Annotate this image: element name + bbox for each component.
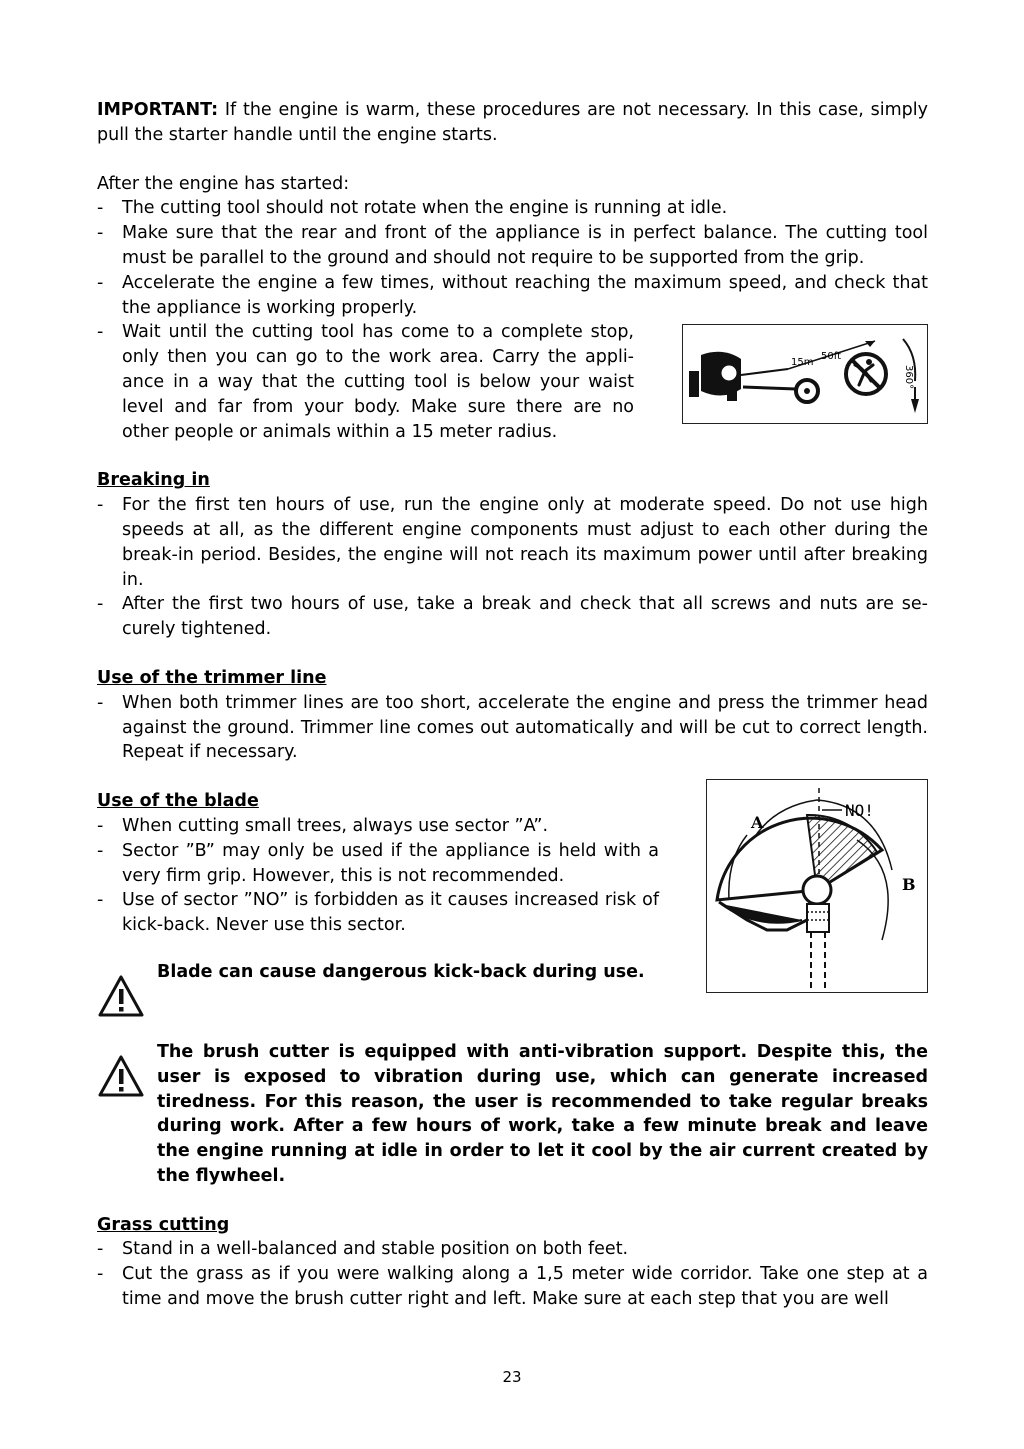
blade-heading: Use of the blade bbox=[97, 791, 259, 812]
list-item: - Use of sector ”NO” is forbidden as it causes increased risk of kick-back. Never use this sector. bbox=[97, 888, 659, 938]
important-text: If the engine is warm, these procedures are not necessary. In this case, simply pull the starter handle until the engine starts. bbox=[97, 100, 928, 145]
list-item: - After the first two hours of use, take a break and check that all screws and nuts are se-curely tightened. bbox=[97, 592, 928, 642]
list-item: - When cutting small trees, always use sector ”A”. bbox=[97, 814, 659, 839]
blade-sectors-figure bbox=[706, 779, 928, 993]
warning-triangle-icon bbox=[97, 974, 145, 1018]
blade-section bbox=[97, 789, 928, 1018]
after-start-intro: After the engine has started: bbox=[97, 173, 350, 194]
important-paragraph bbox=[97, 98, 928, 148]
angle-label: 360° bbox=[903, 365, 914, 390]
blade-sectors-illustration bbox=[707, 780, 926, 991]
warning-triangle-icon bbox=[97, 1054, 145, 1098]
list-item: - The cutting tool should not rotate when the engine is running at idle. bbox=[97, 196, 928, 221]
breaking-in-heading: Breaking in bbox=[97, 470, 210, 491]
vibration-warning-text: The brush cutter is equipped with anti-vibration support. Despite this, the user is exposed to vibration during use, which can generate increased tiredness. For this reason, the user is recommended to take regular breaks during work. After a few hours of work, take a few minute break and leave the engine running at idle in order to let it cool by the air current created by the flywheel. bbox=[157, 1041, 928, 1186]
sector-a-label: A bbox=[751, 813, 764, 833]
list-item: - For the first ten hours of use, run the engine only at moderate speed. Do not use high speeds at all, as the different engine components must adjust to each other during the break-in period. Besides, the engine will not reach its maximum power until after breaking in. bbox=[97, 493, 928, 592]
blade-text-column bbox=[97, 789, 659, 1018]
distance-ft-label: 50ft bbox=[821, 351, 841, 363]
distance-m-label: 15m bbox=[791, 357, 814, 369]
sector-b-label: B bbox=[902, 875, 916, 895]
list-item: - Sector ”B” may only be used if the appliance is held with a very firm grip. However, this is not recommended. bbox=[97, 839, 659, 889]
vibration-warning bbox=[97, 1042, 928, 1189]
work-area-section bbox=[97, 320, 928, 444]
list-item: - Cut the grass as if you were walking along a 1,5 meter wide corridor. Take one step at a time and move the brush cutter right and left. Make sure at each step that you are well bbox=[97, 1262, 928, 1312]
list-item: - Accelerate the engine a few times, without reaching the maximum speed, and check that the appliance is working properly. bbox=[97, 271, 928, 321]
page-content bbox=[97, 98, 928, 1312]
list-item: - Wait until the cutting tool has come to a complete stop, only then you can go to the work area. Carry the appli-ance in a way that the cutting tool is below your waist level and far from your body. Make sure there are no other people or animals within a 15 meter radius. bbox=[97, 320, 634, 444]
list-item: - Stand in a well-balanced and stable position on both feet. bbox=[97, 1237, 928, 1262]
page-number: 23 bbox=[502, 1368, 522, 1386]
person-icon bbox=[689, 371, 699, 397]
list-item: - Make sure that the rear and front of the appliance is in perfect balance. The cutting tool must be parallel to the ground and should not require to be supported from the grip. bbox=[97, 221, 928, 271]
sector-no-label: NO! bbox=[845, 801, 874, 821]
safety-radius-figure bbox=[682, 324, 928, 424]
blade-warning bbox=[97, 962, 659, 1018]
safety-radius-illustration bbox=[683, 325, 926, 422]
blade-warning-text: Blade can cause dangerous kick-back during use. bbox=[157, 961, 645, 982]
blade-hub-icon bbox=[803, 876, 831, 904]
important-label: IMPORTANT: bbox=[97, 100, 219, 120]
trimmer-line-heading: Use of the trimmer line bbox=[97, 667, 327, 688]
grass-cutting-heading: Grass cutting bbox=[97, 1214, 230, 1235]
list-item: - When both trimmer lines are too short, accelerate the engine and press the trimmer head against the ground. Trimmer line comes out automatically and will be cut to correct length. Repeat if necessary. bbox=[97, 691, 928, 765]
rotation-arrow-icon bbox=[911, 399, 919, 413]
